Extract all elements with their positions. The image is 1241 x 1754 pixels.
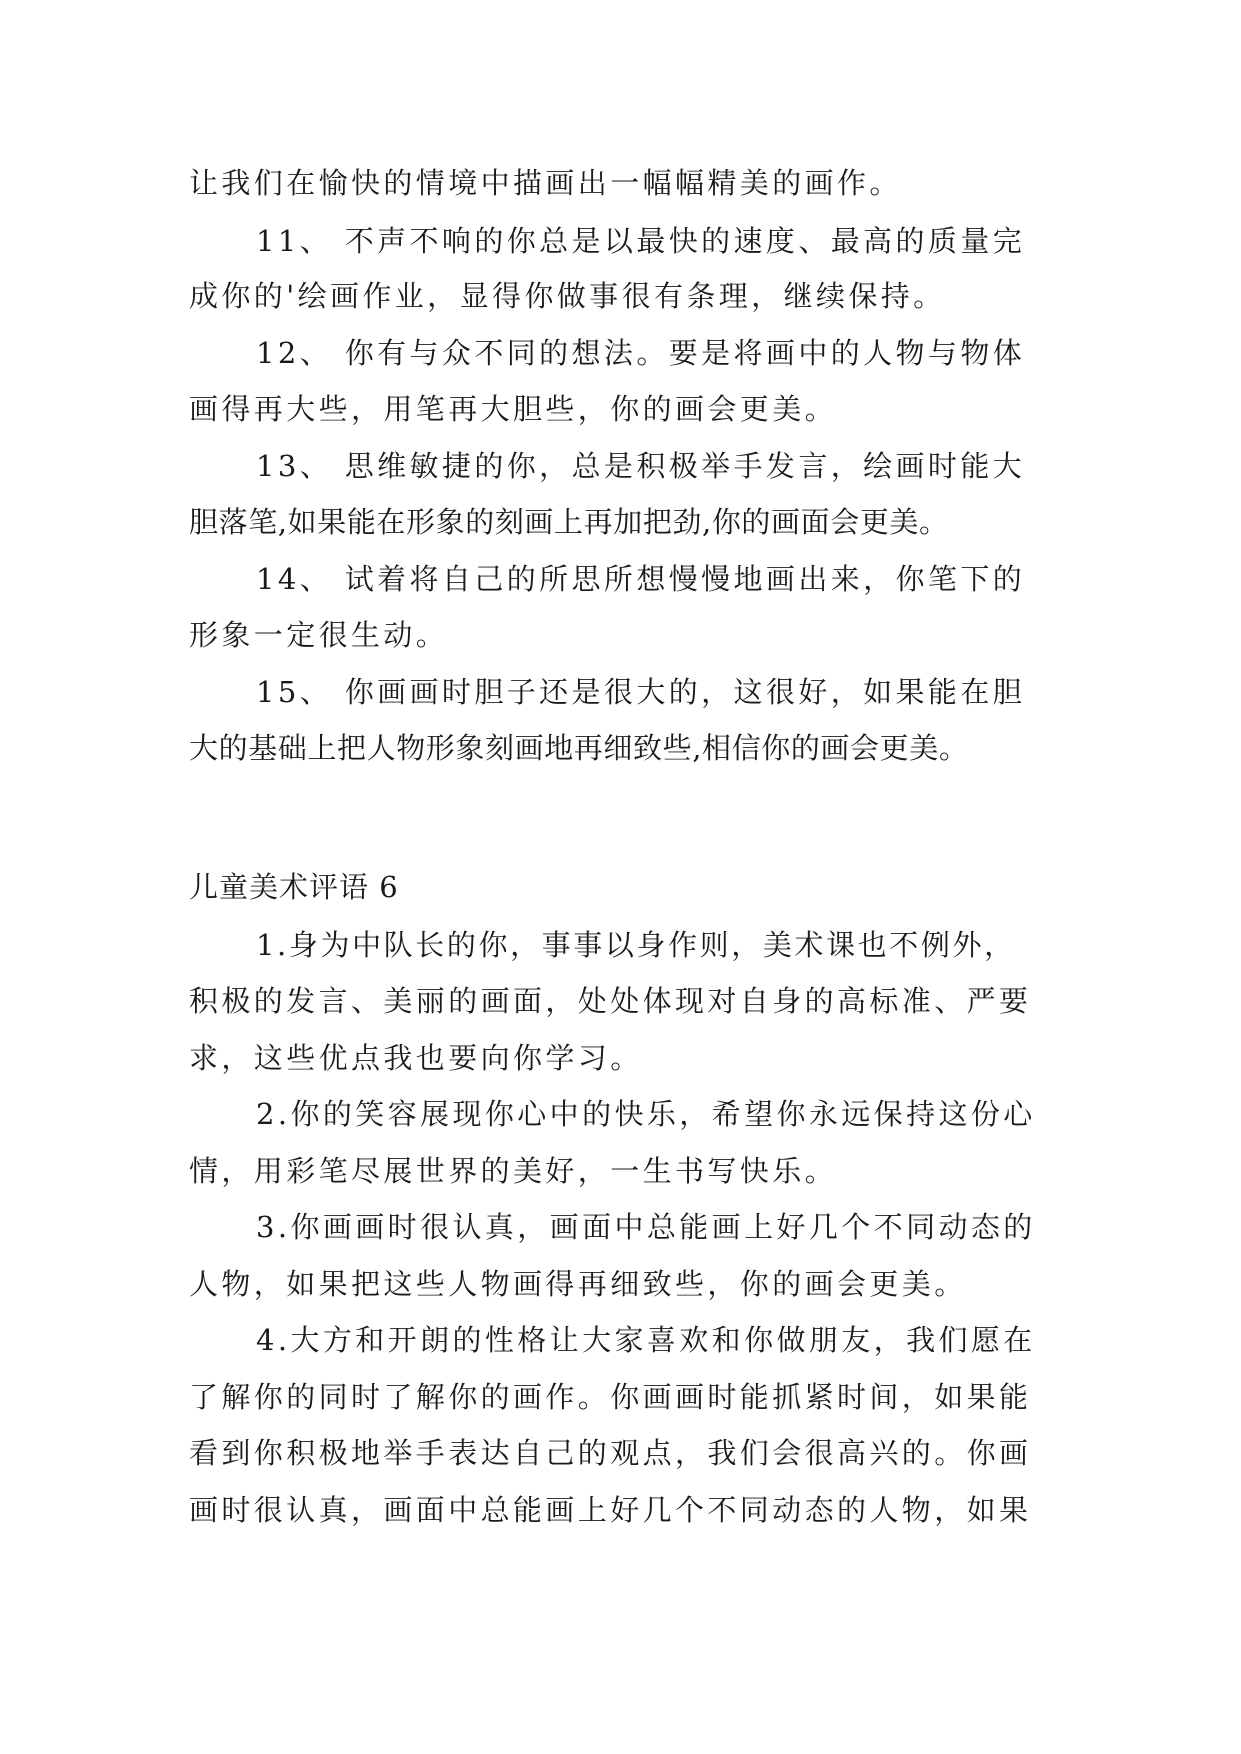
text-line: 画得再大些，用笔再大胆些，你的画会更美。	[189, 392, 838, 426]
text-line: 看到你积极地举手表达自己的观点，我们会很高兴的。你画	[189, 1436, 1032, 1470]
text-line: 成你的'绘画作业，显得你做事很有条理，继续保持。	[189, 279, 946, 313]
text-line: 积极的发言、美丽的画面，处处体现对自身的高标准、严要	[189, 984, 1032, 1018]
text-line: 画时很认真，画面中总能画上好几个不同动态的人物，如果	[189, 1493, 1032, 1527]
section-title: 儿童美术评语 6	[189, 870, 399, 904]
comment-item-14: 14、 试着将自己的所思所想慢慢地画出来，你笔下的	[256, 562, 1026, 596]
comment-item-4: 4.大方和开朗的性格让大家喜欢和你做朋友，我们愿在	[256, 1323, 1036, 1357]
comment-item-15: 15、 你画画时胆子还是很大的，这很好，如果能在胆	[256, 675, 1026, 709]
comment-item-1: 1.身为中队长的你，事事以身作则，美术课也不例外，	[256, 928, 1016, 962]
comment-item-11: 11、 不声不响的你总是以最快的速度、最高的质量完	[256, 224, 1026, 258]
text-line: 人物，如果把这些人物画得再细致些，你的画会更美。	[189, 1267, 967, 1301]
comment-item-12: 12、 你有与众不同的想法。要是将画中的人物与物体	[256, 336, 1026, 370]
text-line: 让我们在愉快的情境中描画出一幅幅精美的画作。	[189, 166, 902, 200]
text-line: 大的基础上把人物形象刻画地再细致些,相信你的画会更美。	[189, 731, 969, 765]
comment-item-13: 13、 思维敏捷的你，总是积极举手发言，绘画时能大	[256, 449, 1026, 483]
text-line: 求，这些优点我也要向你学习。	[189, 1041, 643, 1075]
text-line: 形象一定很生动。	[189, 618, 449, 652]
text-line: 胆落笔,如果能在形象的刻画上再加把劲,你的画面会更美。	[189, 505, 949, 539]
comment-item-3: 3.你画画时很认真，画面中总能画上好几个不同动态的	[256, 1210, 1036, 1244]
text-line: 情，用彩笔尽展世界的美好，一生书写快乐。	[189, 1154, 838, 1188]
text-line: 了解你的同时了解你的画作。你画画时能抓紧时间，如果能	[189, 1380, 1032, 1414]
comment-item-2: 2.你的笑容展现你心中的快乐，希望你永远保持这份心	[256, 1097, 1036, 1131]
